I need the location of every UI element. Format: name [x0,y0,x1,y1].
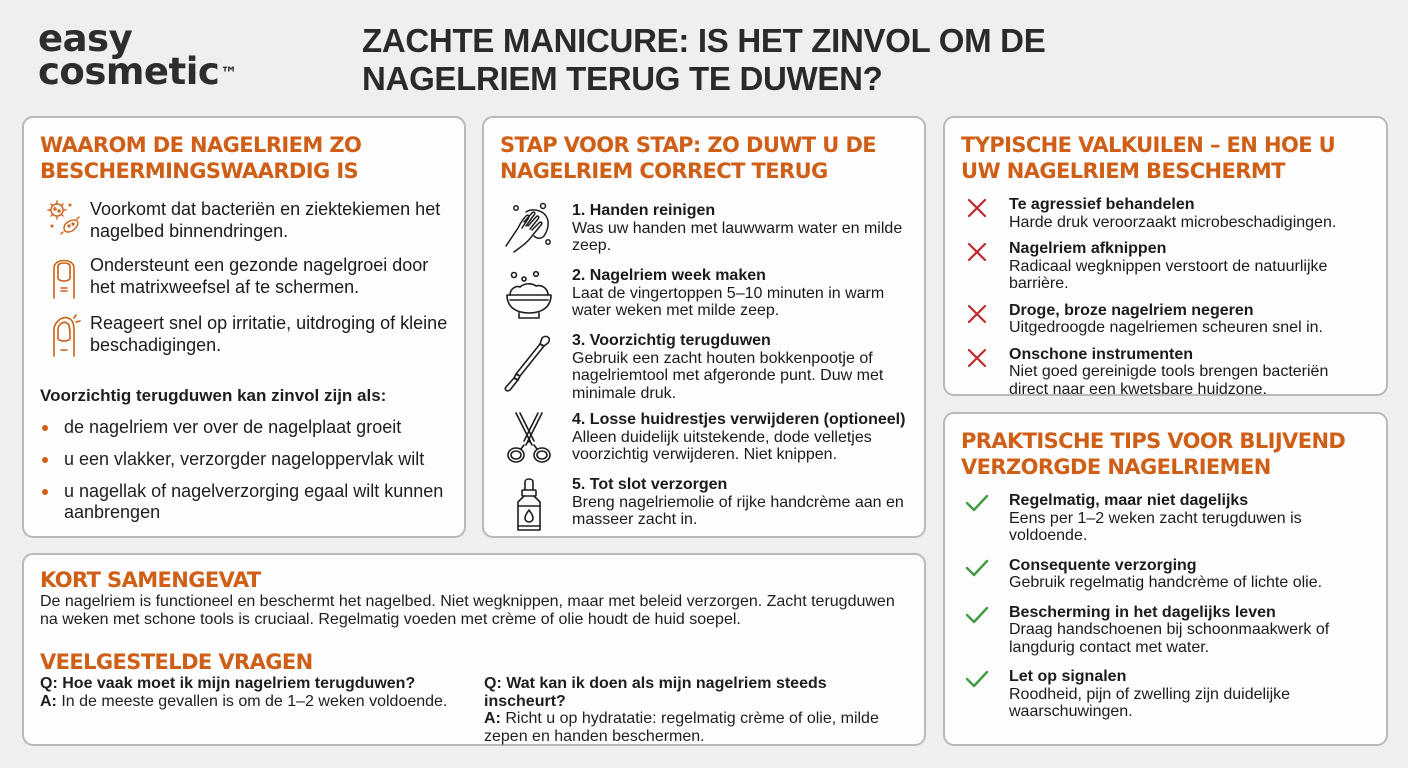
tip-item [961,604,1370,657]
list-item [40,481,448,523]
step-content [572,411,908,464]
hand-washing-icon [500,202,558,258]
tip-text: Roodheid, pijn of zwelling zijn duidelijke waarschuwingen. [1009,685,1291,720]
step-title: 4. Losse huidrestjes verwijderen (optioneel) [572,411,906,428]
list-item-text: u een vlakker, verzorgder nageloppervlak wilt [64,449,425,469]
pitfall-content [1009,240,1370,293]
reason-text: Reageert snel op irritatie, uitdroging of kleine beschadigingen. [90,313,448,355]
reason-item [40,254,448,300]
bullet-icon [42,425,48,431]
step-content [572,202,908,255]
pitfall-item [961,302,1370,337]
brand-line-1: easy [38,17,133,60]
cross-icon [961,346,993,368]
tip-item [961,492,1370,545]
pitfall-content [1009,346,1370,399]
tips-card [943,412,1388,746]
finger-nail-icon [40,254,88,300]
checkmark-icon [961,557,993,577]
question-label: Q: [484,675,502,692]
pitfall-item [961,196,1370,231]
why-protect-card [22,116,466,538]
brand-line-2: cosmetic [38,50,220,93]
pitfalls-card [943,116,1388,396]
tip-content [1009,557,1322,592]
step-item [500,476,908,534]
bacteria-icon [40,198,88,238]
cross-icon [961,196,993,218]
step-item [500,411,908,467]
step-text: Gebruik een zacht houten bokkenpootje of nagelriemtool met afgeronde punt. Duw met minimale druk. [572,349,884,402]
why-title: WAAROM DE NAGELRIEM ZO BESCHERMINGSWAARDIG IS [40,133,362,183]
reason-item [40,312,448,358]
answer-text: In de meeste gevallen is om de 1–2 weken voldoende. [61,692,448,710]
question-text: Hoe vaak moet ik mijn nagelriem terugduwen? [62,675,416,692]
pitfall-content [1009,196,1336,231]
step-title: 3. Voorzichtig terugduwen [572,332,771,349]
summary-faq-card [22,553,926,746]
pitfall-content [1009,302,1323,337]
step-text: Laat de vingertoppen 5–10 minuten in warm water weken met milde zeep. [572,284,885,319]
when-useful-list [40,417,448,523]
faq-list [40,675,908,745]
step-text: Was uw handen met lauwwarm water en milde zeep. [572,219,903,254]
tip-content [1009,668,1370,721]
step-title: 2. Nagelriem week maken [572,267,766,284]
answer-text: Richt u op hydratatie: regelmatig crème of olie, milde zepen en handen beschermen. [484,710,879,745]
cross-icon [961,240,993,262]
bullet-icon [42,489,48,495]
summary-text: De nagelriem is functioneel en beschermt het nagelbed. Niet wegknippen, maar met beleid verzorgen. Zacht terugduwen na weken met schone tools is cruciaal. Regelmatig voeden met crème of olie houdt de huid soepel. [40,593,895,628]
question-text: Wat kan ik doen als mijn nagelriem steeds inscheurt? [484,675,827,710]
bullet-icon [42,457,48,463]
tip-text: Gebruik regelmatig handcrème of lichte olie. [1009,574,1323,591]
tip-title: Regelmatig, maar niet dagelijks [1009,492,1249,509]
list-item-text: u nagellak of nagelverzorging egaal wilt kunnen aanbrengen [64,481,444,522]
list-item-text: de nagelriem ver over de nagelplaat groeit [64,417,402,437]
checkmark-icon [961,604,993,624]
tip-item [961,557,1370,592]
step-text: Alleen duidelijk uitstekende, dode velletjes voorzichtig verwijderen. Niet knippen. [572,428,872,463]
trademark-symbol: ™ [220,64,237,84]
tip-text: Draag handschoenen bij schoonmaakwerk of langdurig contact met water. [1009,621,1330,656]
steps-title: STAP VOOR STAP: ZO DUWT U DE NAGELRIEM CORRECT TERUG [500,133,877,183]
reason-text: Ondersteunt een gezonde nagelgroei door het matrixweefsel af te schermen. [90,255,429,297]
pitfall-title: Droge, broze nagelriem negeren [1009,301,1254,319]
list-item [40,417,448,438]
list-item [40,449,448,470]
pitfall-title: Nagelriem afknippen [1009,240,1167,257]
reason-text: Voorkomt dat bacteriën en ziektekiemen het nagelbed binnendringen. [90,199,441,241]
tip-title: Bescherming in het dagelijks leven [1009,603,1276,621]
pitfall-text: Uitgedroogde nagelriemen scheuren snel in. [1009,319,1323,336]
pitfall-text: Niet goed gereinigde tools brengen bacteriën direct naar een kwetsbare huidzone. [1009,363,1329,398]
tip-content [1009,604,1370,657]
cuticle-pusher-icon [500,332,558,394]
summary-title: KORT SAMENGEVAT [40,568,261,592]
tip-item [961,668,1370,721]
pitfall-title: Onschone instrumenten [1009,345,1194,363]
step-title: 1. Handen reinigen [572,202,716,219]
pitfall-title: Te agressief behandelen [1009,196,1195,213]
faq-item [484,675,904,745]
pitfalls-title: TYPISCHE VALKUILEN – EN HOE U UW NAGELRIEM BESCHERMT [961,133,1336,183]
oil-bottle-icon [500,476,558,534]
pitfall-item [961,346,1370,399]
step-title: 5. Tot slot verzorgen [572,476,728,493]
step-content [572,332,908,402]
when-useful-heading: Voorzichtig terugduwen kan zinvol zijn als: [40,386,387,405]
steps-card [482,116,926,538]
faq-title: VEELGESTELDE VRAGEN [40,650,313,674]
soaking-bowl-icon [500,267,558,323]
checkmark-icon [961,668,993,688]
pitfall-item [961,240,1370,293]
step-item [500,202,908,258]
pitfall-text: Harde druk veroorzaakt microbeschadigingen. [1009,213,1337,231]
tip-title: Let op signalen [1009,668,1127,685]
tips-title: PRAKTISCHE TIPS VOOR BLIJVEND VERZORGDE NAGELRIEMEN [961,429,1346,479]
pitfall-text: Radicaal wegknippen verstoort de natuurlijke barrière. [1009,257,1328,292]
answer-label: A: [40,692,57,710]
step-content [572,267,908,320]
tip-content [1009,492,1370,545]
checkmark-icon [961,492,993,512]
tip-title: Consequente verzorging [1009,556,1197,574]
page-title: ZACHTE MANICURE: IS HET ZINVOL OM DE NAGELRIEM TERUG TE DUWEN? [362,22,1046,97]
step-item [500,332,908,402]
finger-irritation-icon [40,312,88,358]
step-content [572,476,908,529]
tip-text: Eens per 1–2 weken zacht terugduwen is voldoende. [1009,509,1302,544]
reason-item [40,198,448,242]
faq-item [40,675,484,745]
step-item [500,267,908,323]
scissors-icon [500,411,558,467]
cross-icon [961,302,993,324]
question-label: Q: [40,675,58,692]
brand-logo [38,17,237,93]
answer-label: A: [484,710,501,727]
step-text: Breng nagelriemolie of rijke handcrème aan en masseer zacht in. [572,493,904,528]
